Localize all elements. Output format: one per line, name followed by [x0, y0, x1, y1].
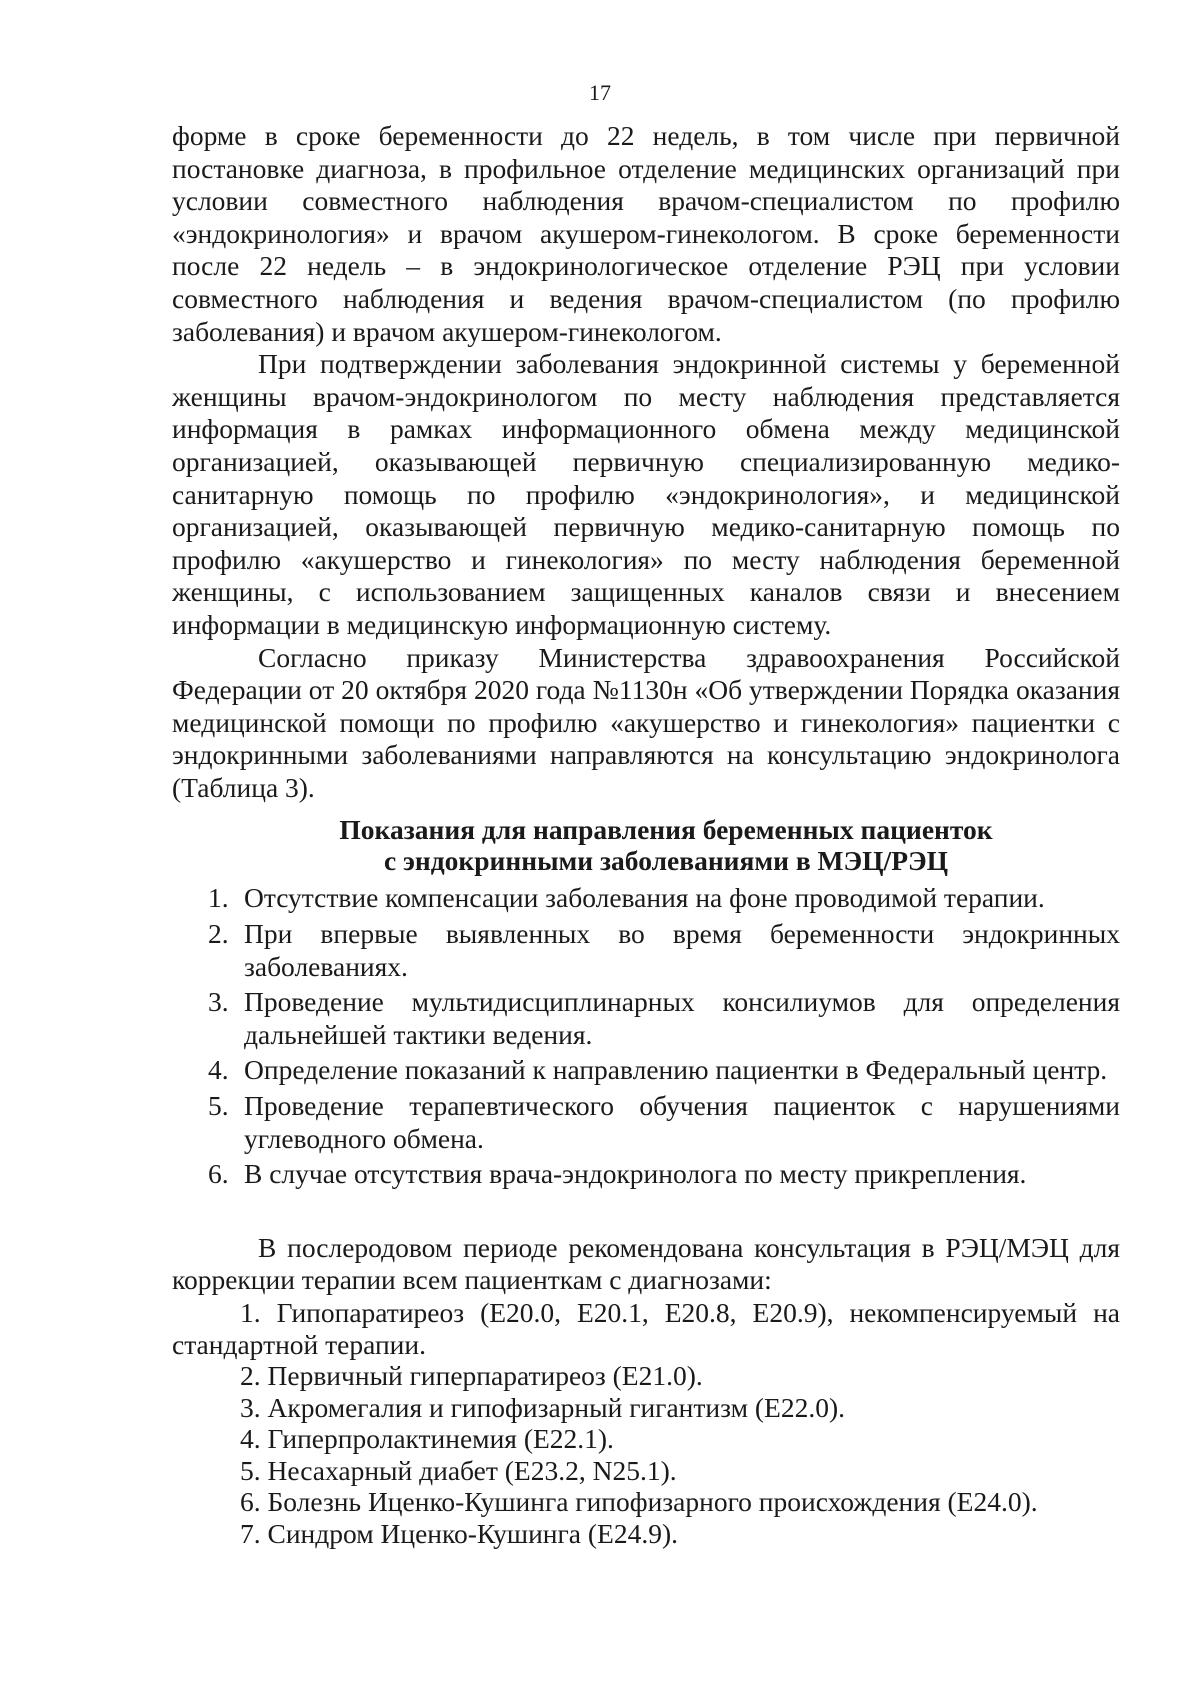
diagnosis-item: 6. Болезнь Иценко-Кушинга гипофизарного происхождения (E24.0).	[240, 1486, 1038, 1517]
list-item-number: 1.	[208, 882, 229, 914]
list-item-text: В случае отсутствия врача-эндокринолога по месту прикрепления.	[244, 1158, 1027, 1190]
list-item	[172, 1054, 1120, 1087]
document-body	[172, 120, 1120, 1549]
page-number: 17	[589, 80, 611, 105]
diagnoses-list	[172, 1297, 1120, 1549]
diagnosis-item: 2. Первичный гиперпаратиреоз (E21.0).	[240, 1360, 703, 1391]
list-item-number: 3.	[208, 986, 229, 1018]
list-item	[172, 1090, 1120, 1155]
paragraph-continuation: форме в сроке беременности до 22 недель, в том числе при первичной постановке диагноза, в профильное отделение медицинских организаций при условии совместного наблюдения врачом-специалистом по профилю «эндокринология» и врачом акушером-гинекологом. В сроке беременности после 22 недель – в эндокринологическое отделение РЭЦ при условии совместного наблюдения и ведения врачом-специалистом (по профилю заболевания) и врачом акушером-гинекологом.	[172, 120, 1120, 347]
list-item	[172, 882, 1120, 915]
list-item-number: 6.	[208, 1158, 229, 1190]
section-heading-line-2: с эндокринными заболеваниями в МЭЦ/РЭЦ	[383, 845, 949, 877]
diagnosis-item: 4. Гиперпролактинемия (E22.1).	[240, 1423, 614, 1454]
list-item-number: 2.	[208, 918, 229, 950]
list-item	[172, 918, 1120, 983]
diagnosis-item: 3. Акромегалия и гипофизарный гигантизм (E22.0).	[240, 1391, 845, 1423]
list-item	[172, 986, 1120, 1051]
indications-list	[172, 882, 1120, 1190]
list-item-text: Отсутствие компенсации заболевания на фоне проводимой терапии.	[244, 882, 1045, 914]
section-heading-line-1: Показания для направления беременных пациенток	[339, 814, 993, 846]
vertical-spacer	[172, 1194, 1120, 1232]
diagnosis-item: 1. Гипопаратиреоз (E20.0, E20.1, E20.8, E20.9), некомпенсируемый на стандартной терапии.	[172, 1297, 1120, 1360]
diagnosis-item: 7. Синдром Иценко-Кушинга (E24.9).	[240, 1517, 678, 1549]
section-heading	[172, 814, 1120, 876]
paragraph-confirmation: При подтверждении заболевания эндокринной системы у беременной женщины врачом-эндокринологом по месту наблюдения представляется информация в рамках информационного обмена между медицинской организацией, оказывающей первичную специализированную медико-санитарную помощь по профилю «эндокринология», и медицинской организацией, оказывающей первичную медико-санитарную помощь по профилю «акушерство и гинекология» по месту наблюдения беременной женщины, с использованием защищенных каналов связи и внесением информации в медицинскую информационную систему.	[172, 348, 1120, 640]
paragraph-order-reference: Согласно приказу Министерства здравоохранения Российской Федерации от 20 октября 2020 года №1130н «Об утверждении Порядка оказания медицинской помощи по профилю «акушерство и гинекология» пациентки с эндокринными заболеваниями направляются на консультацию эндокринолога (Таблица 3).	[172, 641, 1120, 803]
list-item-text: Определение показаний к направлению пациентки в Федеральный центр.	[244, 1054, 1108, 1086]
list-item-text: Проведение мультидисциплинарных консилиумов для определения дальнейшей тактики ведения.	[244, 986, 1120, 1050]
list-item-text: Проведение терапевтического обучения пациенток с нарушениями углеводного обмена.	[244, 1090, 1120, 1154]
list-item	[172, 1158, 1120, 1191]
list-item-number: 4.	[208, 1054, 229, 1086]
list-item-number: 5.	[208, 1090, 229, 1122]
diagnosis-item: 5. Несахарный диабет (E23.2, N25.1).	[240, 1454, 677, 1486]
list-item-text: При впервые выявленных во время беременности эндокринных заболеваниях.	[244, 918, 1120, 982]
paragraph-postpartum-intro: В послеродовом периоде рекомендована консультация в РЭЦ/МЭЦ для коррекции терапии всем пациенткам с диагнозами:	[172, 1231, 1120, 1296]
